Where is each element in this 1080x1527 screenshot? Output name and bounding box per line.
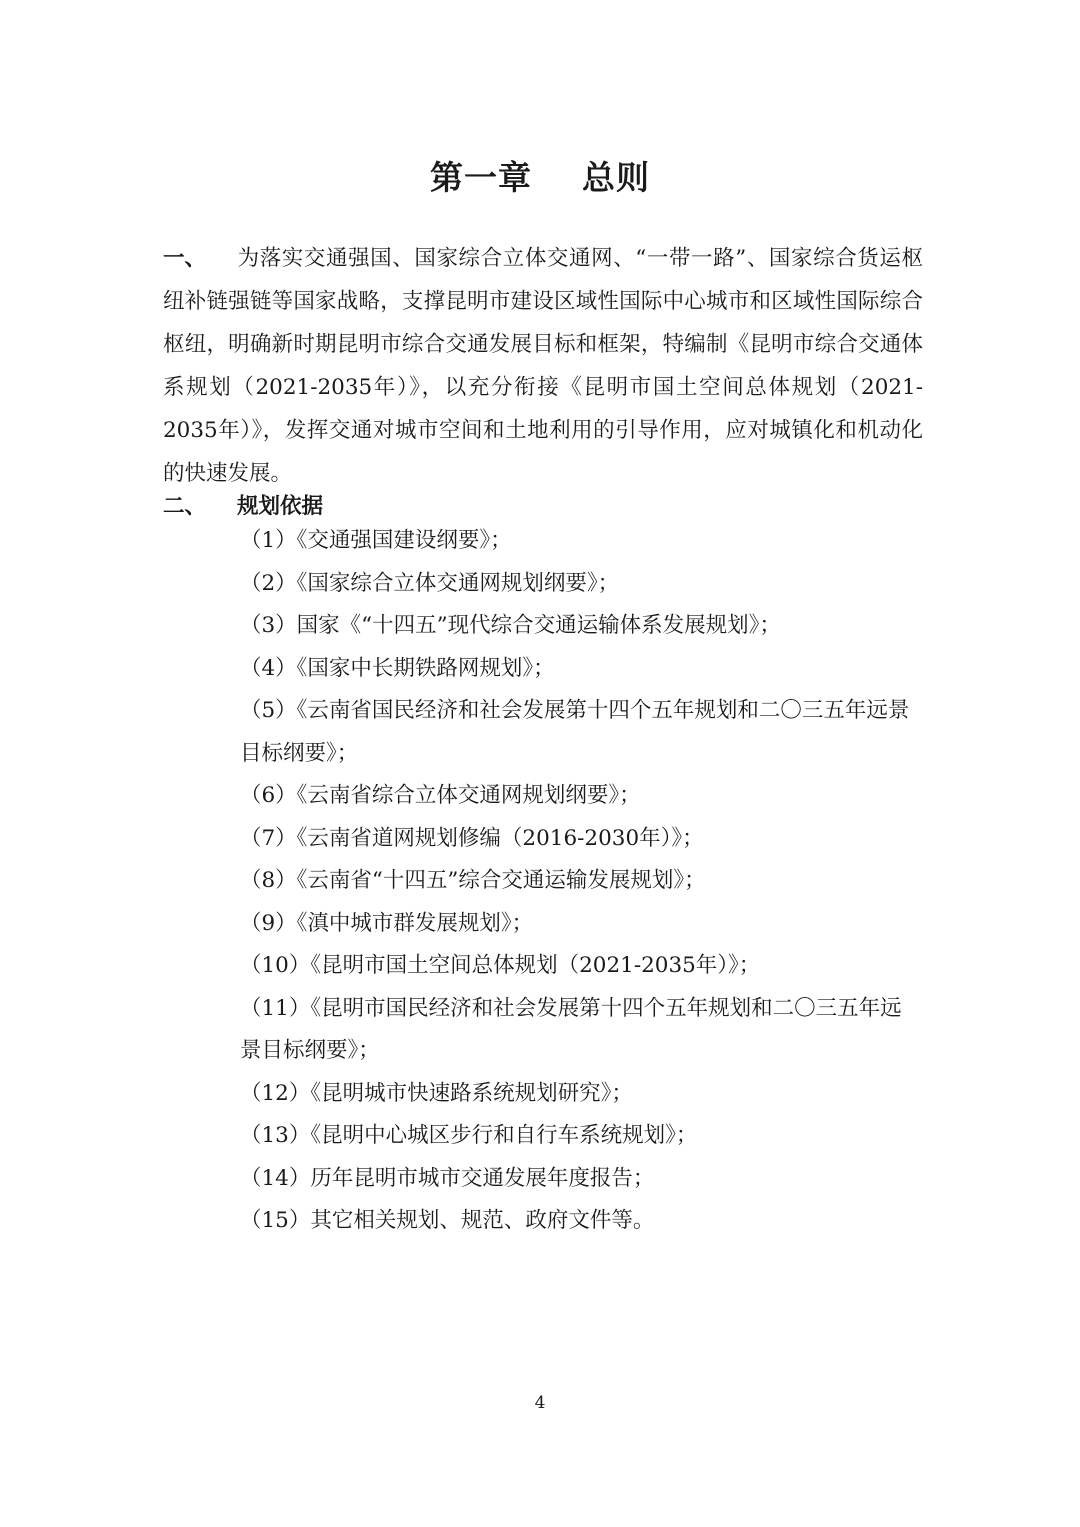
list-item: （14）历年昆明市城市交通发展年度报告； [240, 1165, 655, 1191]
list-item: （2）《国家综合立体交通网规划纲要》； [240, 570, 620, 596]
list-item: （7）《云南省道网规划修编（2016-2030年）》； [240, 825, 704, 851]
list-item: （8）《云南省“十四五”综合交通运输发展规划》； [240, 868, 706, 893]
list-item: （5）《云南省国民经济和社会发展第十四个五年规划和二〇三五年远景目标纲要》； [240, 698, 910, 766]
page-number: 4 [534, 1393, 546, 1413]
list-item: （12）《昆明城市快速路系统规划研究》； [240, 1080, 633, 1106]
chapter-title: 第一章 总则 [430, 158, 650, 197]
list-item: （6）《云南省综合立体交通网规划纲要》； [240, 783, 641, 808]
list-item: （4）《国家中长期铁路网规划》； [240, 655, 555, 681]
list-item: （1）《交通强国建设纲要》； [240, 528, 512, 553]
section-two-number: 二、 [163, 494, 207, 519]
list-item: （9）《滇中城市群发展规划》； [240, 910, 534, 936]
section-one-number: 一、 [163, 246, 207, 271]
section-one [163, 237, 923, 495]
planning-basis-list [240, 520, 920, 1243]
list-item: （13）《昆明中心城区步行和自行车系统规划》； [240, 1123, 698, 1148]
list-item: （15）其它相关规划、规范、政府文件等。 [240, 1208, 655, 1233]
list-item: （10）《昆明市国土空间总体规划（2021-2035年）》； [240, 953, 761, 978]
section-two-heading: 规划依据 [237, 494, 324, 519]
list-item: （11）《昆明市国民经济和社会发展第十四个五年规划和二〇三五年远景目标纲要》； [240, 995, 902, 1063]
list-item: （3）国家《“十四五”现代综合交通运输体系发展规划》； [240, 613, 781, 638]
section-one-text: 为落实交通强国、国家综合立体交通网、“一带一路”、国家综合货运枢纽补链强链等国家战略，支撑昆明市建设区域性国际中心城市和区域性国际综合枢纽，明确新时期昆明市综合交通发展目标和框架，特编制《昆明市综合交通体系规划（2021-2035年）》，以充分衔接《昆明市国土空间总体规划（2021-2035年）》，发挥交通对城市空间和土地利用的引导作用，应对城镇化和机动化的快速发展。 [163, 246, 923, 486]
